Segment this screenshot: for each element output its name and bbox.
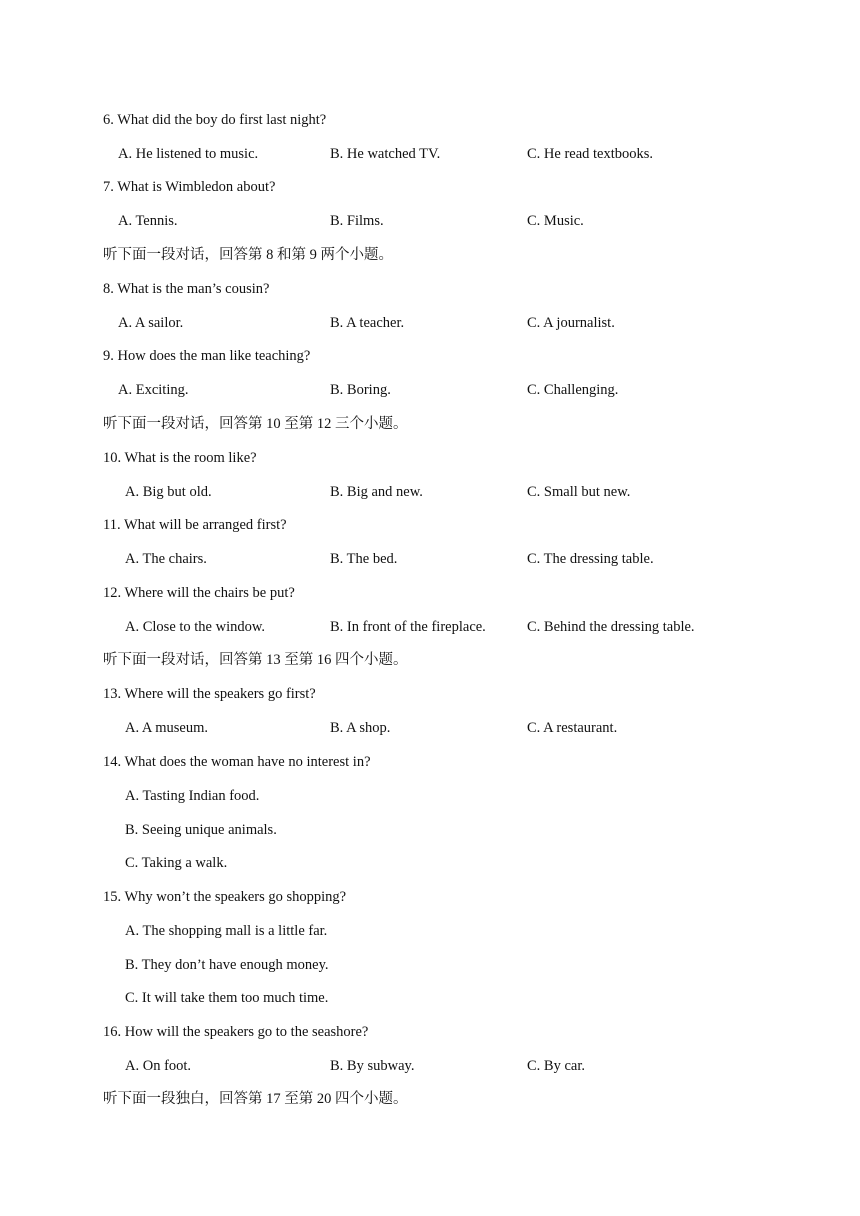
question-8-option-c: C. A journalist. <box>527 315 615 331</box>
question-7-option-a: A. Tennis. <box>118 213 178 229</box>
question-14-option-a: A. Tasting Indian food. <box>125 788 260 804</box>
question-7-option-c: C. Music. <box>527 213 584 229</box>
question-9-option-a: A. Exciting. <box>118 382 189 398</box>
question-7-stem: 7. What is Wimbledon about? <box>103 179 276 195</box>
question-16-option-a: A. On foot. <box>125 1058 192 1074</box>
question-13-option-a: A. A museum. <box>125 720 208 736</box>
question-13-option-c: C. A restaurant. <box>527 720 618 736</box>
question-11-stem: 11. What will be arranged first? <box>103 517 287 533</box>
question-9-option-b: B. Boring. <box>330 382 391 398</box>
question-14-option-b: B. Seeing unique animals. <box>125 822 277 838</box>
question-9-stem: 9. How does the man like teaching? <box>103 348 311 364</box>
section-instruction-10-12: 听下面一段对话，回答第 10 至第 12 三个小题。 <box>103 416 408 432</box>
question-8-option-a: A. A sailor. <box>118 315 184 331</box>
question-11-option-b: B. The bed. <box>330 551 398 567</box>
question-12-option-a: A. Close to the window. <box>125 619 266 635</box>
question-13-option-b: B. A shop. <box>330 720 391 736</box>
question-10-stem: 10. What is the room like? <box>103 450 257 466</box>
question-10-option-a: A. Big but old. <box>125 484 212 500</box>
question-10-option-c: C. Small but new. <box>527 484 631 500</box>
question-12-option-c: C. Behind the dressing table. <box>527 619 695 635</box>
question-12-stem: 12. Where will the chairs be put? <box>103 585 295 601</box>
section-instruction-17-20: 听下面一段独白，回答第 17 至第 20 四个小题。 <box>103 1091 408 1107</box>
question-11-option-a: A. The chairs. <box>125 551 207 567</box>
section-instruction-8-9: 听下面一段对话，回答第 8 和第 9 两个小题。 <box>103 247 393 263</box>
question-15-stem: 15. Why won’t the speakers go shopping? <box>103 889 347 905</box>
question-12-option-b: B. In front of the fireplace. <box>330 619 486 635</box>
question-15-option-c: C. It will take them too much time. <box>125 990 329 1006</box>
question-9-option-c: C. Challenging. <box>527 382 619 398</box>
question-6-option-b: B. He watched TV. <box>330 146 441 162</box>
section-instruction-13-16: 听下面一段对话，回答第 13 至第 16 四个小题。 <box>103 652 408 668</box>
question-16-option-c: C. By car. <box>527 1058 585 1074</box>
question-16-option-b: B. By subway. <box>330 1058 415 1074</box>
question-16-stem: 16. How will the speakers go to the seashore? <box>103 1024 369 1040</box>
question-7-option-b: B. Films. <box>330 213 384 229</box>
question-6-option-a: A. He listened to music. <box>118 146 259 162</box>
question-10-option-b: B. Big and new. <box>330 484 423 500</box>
question-6-stem: 6. What did the boy do first last night? <box>103 112 327 128</box>
question-11-option-c: C. The dressing table. <box>527 551 654 567</box>
question-15-option-a: A. The shopping mall is a little far. <box>125 923 328 939</box>
question-14-option-c: C. Taking a walk. <box>125 855 228 871</box>
question-6-option-c: C. He read textbooks. <box>527 146 654 162</box>
question-14-stem: 14. What does the woman have no interest in? <box>103 754 371 770</box>
question-8-stem: 8. What is the man’s cousin? <box>103 281 270 297</box>
question-15-option-b: B. They don’t have enough money. <box>125 957 329 973</box>
question-13-stem: 13. Where will the speakers go first? <box>103 686 316 702</box>
question-8-option-b: B. A teacher. <box>330 315 405 331</box>
